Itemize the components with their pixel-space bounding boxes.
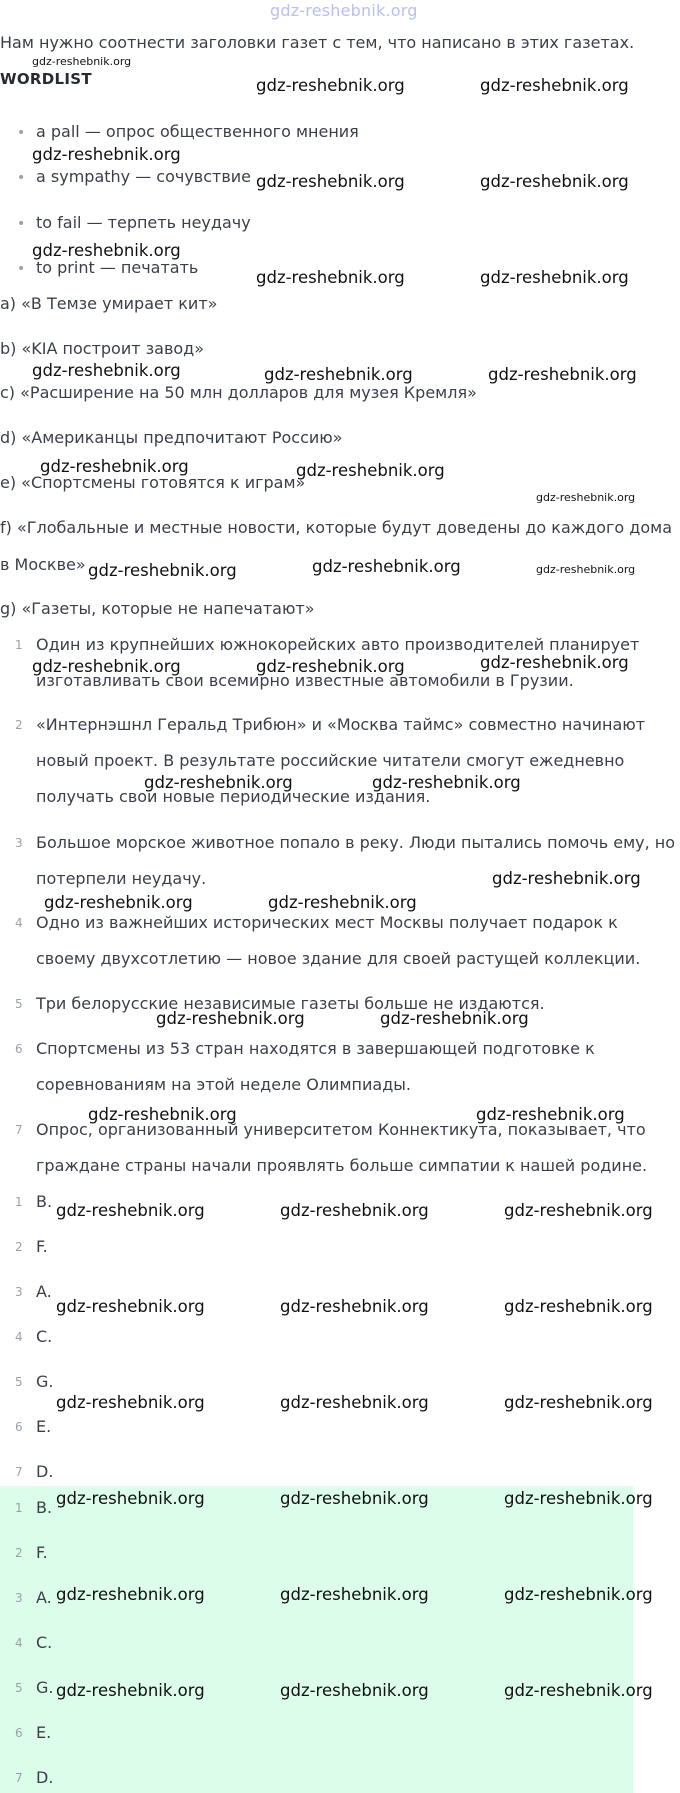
wordlist-item: a sympathy — сочувствие	[36, 167, 252, 186]
watermark-text: gdz-reshebnik.org	[480, 76, 629, 95]
answer-number: 2	[15, 1546, 23, 1560]
answer-letter: G.	[36, 1678, 54, 1697]
watermark-text: gdz-reshebnik.org	[56, 1393, 205, 1412]
watermark-text: gdz-reshebnik.org	[536, 563, 636, 576]
answer-letter: C.	[36, 1633, 53, 1652]
site-logo[interactable]: gdz-reshebnik.org	[270, 1, 418, 20]
watermark-text: gdz-reshebnik.org	[32, 145, 181, 164]
watermark-text: gdz-reshebnik.org	[32, 241, 181, 260]
text-line: Большое морское животное попало в реку. Люди пытались помочь ему, но	[36, 833, 676, 852]
watermark-text: gdz-reshebnik.org	[536, 491, 636, 504]
wordlist-item: a pall — опрос общественного мнения	[36, 122, 359, 141]
answer-letter: G.	[36, 1372, 54, 1391]
answer-number: 5	[15, 1375, 23, 1389]
headline: f) «Глобальные и местные новости, которые будут доведены до каждого дома	[0, 518, 673, 537]
watermark-text: gdz-reshebnik.org	[280, 1681, 429, 1700]
text-line: Три белорусские независимые газеты больше не издаются.	[36, 994, 545, 1013]
text-number: 3	[15, 836, 23, 850]
watermark-text: gdz-reshebnik.org	[88, 561, 237, 580]
watermark-text: gdz-reshebnik.org	[504, 1393, 653, 1412]
bullet-icon: •	[17, 216, 26, 232]
headline-continuation: в Москве»	[0, 555, 86, 574]
answer-letter: B.	[36, 1498, 53, 1517]
text-line: Одно из важнейших исторических мест Москвы получает подарок к	[36, 913, 618, 932]
watermark-text: gdz-reshebnik.org	[40, 457, 189, 476]
watermark-text: gdz-reshebnik.org	[32, 657, 181, 676]
watermark-text: gdz-reshebnik.org	[372, 773, 521, 792]
answer-number: 4	[15, 1636, 23, 1650]
watermark-text: gdz-reshebnik.org	[88, 1105, 237, 1124]
watermark-text: gdz-reshebnik.org	[44, 893, 193, 912]
headline: b) «KIA построит завод»	[0, 339, 205, 358]
text-number: 6	[15, 1042, 23, 1056]
answer-letter: A.	[36, 1282, 52, 1301]
text-line: Спортсмены из 53 стран находятся в завершающей подготовке к	[36, 1039, 595, 1058]
answer-letter: E.	[36, 1723, 52, 1742]
watermark-text: gdz-reshebnik.org	[492, 869, 641, 888]
watermark-text: gdz-reshebnik.org	[488, 365, 637, 384]
task-intro: Нам нужно соотнести заголовки газет с тем, что написано в этих газетах.	[0, 33, 635, 52]
headline: c) «Расширение на 50 млн долларов для музея Кремля»	[0, 383, 477, 402]
watermark-text: gdz-reshebnik.org	[280, 1489, 429, 1508]
wordlist-title: WORDLIST	[0, 70, 92, 88]
watermark-text: gdz-reshebnik.org	[156, 1009, 305, 1028]
answer-number: 3	[15, 1285, 23, 1299]
watermark-text: gdz-reshebnik.org	[268, 893, 417, 912]
bullet-icon: •	[17, 261, 26, 277]
watermark-text: gdz-reshebnik.org	[480, 268, 629, 287]
watermark-text: gdz-reshebnik.org	[144, 773, 293, 792]
answer-letter: E.	[36, 1417, 52, 1436]
wordlist-item: to fail — терпеть неудачу	[36, 213, 251, 232]
watermark-text: gdz-reshebnik.org	[476, 1105, 625, 1124]
answer-letter: B.	[36, 1192, 53, 1211]
text-number: 5	[15, 997, 23, 1011]
watermark-text: gdz-reshebnik.org	[264, 365, 413, 384]
answer-number: 7	[15, 1771, 23, 1785]
watermark-text: gdz-reshebnik.org	[280, 1585, 429, 1604]
watermark-text: gdz-reshebnik.org	[296, 461, 445, 480]
watermark-text: gdz-reshebnik.org	[256, 268, 405, 287]
watermark-text: gdz-reshebnik.org	[280, 1393, 429, 1412]
text-line: изготавливать свои всемирно известные автомобили в Грузии.	[36, 671, 574, 690]
watermark-text: gdz-reshebnik.org	[480, 653, 629, 672]
watermark-text: gdz-reshebnik.org	[280, 1297, 429, 1316]
answer-letter: A.	[36, 1588, 52, 1607]
watermark-text: gdz-reshebnik.org	[56, 1489, 205, 1508]
wordlist-item: to print — печатать	[36, 258, 199, 277]
watermark-text: gdz-reshebnik.org	[56, 1201, 205, 1220]
answer-number: 6	[15, 1420, 23, 1434]
headline: d) «Американцы предпочитают Россию»	[0, 428, 343, 447]
text-line: потерпели неудачу.	[36, 869, 207, 888]
headline: g) «Газеты, которые не напечатают»	[0, 599, 315, 618]
answer-number: 1	[15, 1195, 23, 1209]
text-line: получать свои новые периодические издания.	[36, 787, 431, 806]
text-line: своему двухсотлетию — новое здание для своей растущей коллекции.	[36, 949, 641, 968]
watermark-text: gdz-reshebnik.org	[56, 1681, 205, 1700]
answer-number: 2	[15, 1240, 23, 1254]
answer-letter: C.	[36, 1327, 53, 1346]
watermark-text: gdz-reshebnik.org	[380, 1009, 529, 1028]
headline: a) «В Темзе умирает кит»	[0, 294, 218, 313]
answer-letter: F.	[36, 1543, 48, 1562]
watermark-text: gdz-reshebnik.org	[504, 1489, 653, 1508]
text-line: Один из крупнейших южнокорейских авто производителей планирует	[36, 635, 640, 654]
answer-number: 7	[15, 1465, 23, 1479]
answer-number: 4	[15, 1330, 23, 1344]
text-line: «Интернэшнл Геральд Трибюн» и «Москва таймс» совместно начинают	[36, 715, 646, 734]
watermark-text: gdz-reshebnik.org	[256, 76, 405, 95]
watermark-text: gdz-reshebnik.org	[504, 1201, 653, 1220]
answer-number: 6	[15, 1726, 23, 1740]
watermark-text: gdz-reshebnik.org	[480, 172, 629, 191]
watermark-text: gdz-reshebnik.org	[312, 557, 461, 576]
answer-number: 5	[15, 1681, 23, 1695]
text-number: 2	[15, 718, 23, 732]
watermark-text: gdz-reshebnik.org	[504, 1585, 653, 1604]
text-line: Опрос, организованный университетом Коннектикута, показывает, что	[36, 1120, 646, 1139]
watermark-text: gdz-reshebnik.org	[32, 361, 181, 380]
answer-letter: D.	[36, 1768, 54, 1787]
answer-letter: F.	[36, 1237, 48, 1256]
watermark-text: gdz-reshebnik.org	[504, 1681, 653, 1700]
watermark-text: gdz-reshebnik.org	[256, 657, 405, 676]
watermark-text: gdz-reshebnik.org	[56, 1585, 205, 1604]
text-line: соревнованиям на этой неделе Олимпиады.	[36, 1075, 411, 1094]
watermark-text: gdz-reshebnik.org	[32, 55, 132, 68]
text-line: новый проект. В результате российские читатели смогут ежедневно	[36, 751, 625, 770]
text-line: граждане страны начали проявлять больше симпатии к нашей родине.	[36, 1156, 648, 1175]
answer-letter: D.	[36, 1462, 54, 1481]
text-number: 7	[15, 1123, 23, 1137]
bullet-icon: •	[17, 170, 26, 186]
text-number: 1	[15, 638, 23, 652]
answer-number: 1	[15, 1501, 23, 1515]
headline: e) «Спортсмены готовятся к играм»	[0, 473, 306, 492]
watermark-text: gdz-reshebnik.org	[56, 1297, 205, 1316]
watermark-text: gdz-reshebnik.org	[256, 172, 405, 191]
bullet-icon: •	[17, 125, 26, 141]
watermark-text: gdz-reshebnik.org	[504, 1297, 653, 1316]
watermark-text: gdz-reshebnik.org	[280, 1201, 429, 1220]
answer-number: 3	[15, 1591, 23, 1605]
text-number: 4	[15, 916, 23, 930]
answer-highlight-block	[0, 1486, 633, 1793]
